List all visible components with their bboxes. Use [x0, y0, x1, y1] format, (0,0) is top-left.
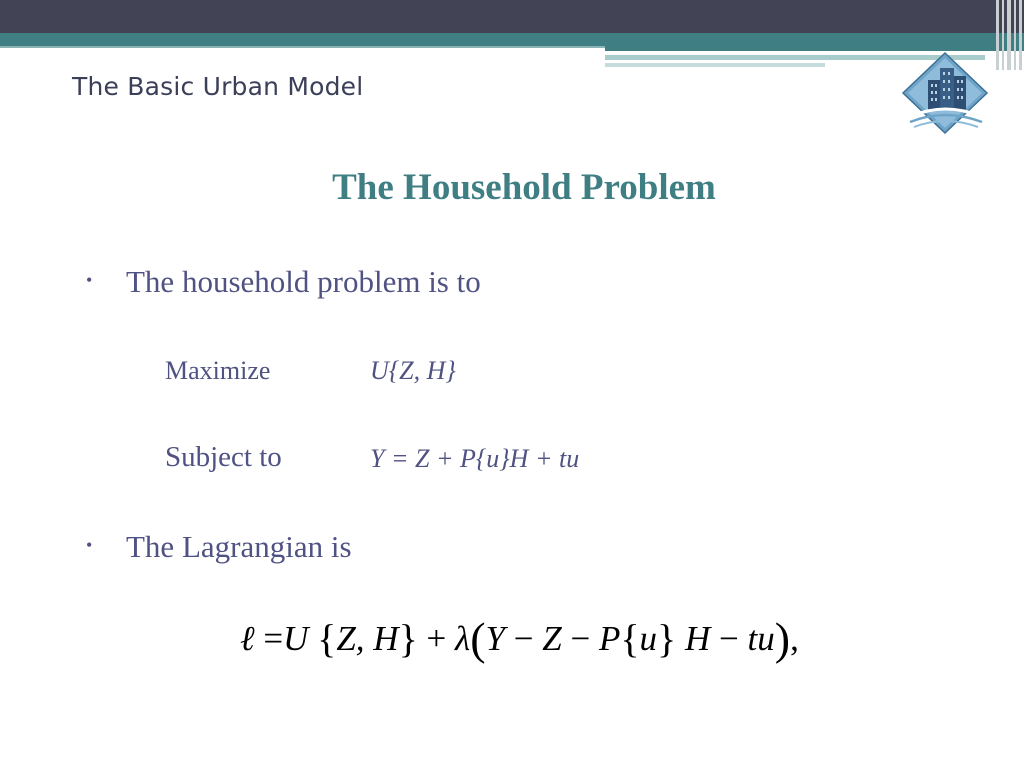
plus-sign: + — [417, 619, 456, 658]
maximize-label: Maximize — [165, 356, 271, 385]
left-brace: { — [317, 616, 337, 661]
left-paren: ( — [470, 613, 486, 664]
subject-to-label: Subject to — [165, 441, 282, 473]
left-brace: { — [620, 616, 640, 661]
maximize-expression: U{Z, H} — [370, 356, 456, 385]
header-vertical-stripes — [994, 0, 1024, 70]
bullet-dot-icon: • — [86, 535, 93, 555]
bullet-dot-icon: • — [86, 270, 93, 290]
comma: , — [790, 619, 799, 658]
income-symbol: Y — [485, 619, 505, 658]
h-symbol: H — [676, 619, 711, 658]
right-paren: ) — [774, 613, 791, 664]
tu-symbol: tu — [747, 619, 775, 658]
minus-sign: − — [504, 619, 543, 658]
price-symbol: P — [598, 619, 621, 658]
header-dark-band — [0, 0, 1024, 33]
bullet-text: The household problem is to — [126, 264, 481, 299]
bullet-text: The Lagrangian is — [126, 529, 352, 564]
equals-sign: = — [254, 619, 284, 658]
lagrangian-equation — [240, 612, 799, 665]
utility-symbol: U — [283, 619, 309, 658]
utility-args: Z, H — [336, 619, 399, 658]
right-brace: } — [657, 616, 677, 661]
ell-symbol: ℓ — [240, 619, 255, 658]
header-light-line-2 — [605, 63, 825, 67]
lambda-symbol: λ — [455, 619, 471, 658]
right-brace: } — [398, 616, 418, 661]
z-symbol: Z — [542, 619, 562, 658]
city-buildings-logo-icon — [900, 50, 990, 135]
header-teal-line — [0, 46, 605, 48]
minus-sign: − — [561, 619, 599, 658]
constraint-expression: Y = Z + P{u}H + tu — [370, 444, 580, 473]
header-teal-band — [0, 33, 1024, 46]
header-title: The Basic Urban Model — [72, 72, 364, 101]
minus-sign: − — [710, 619, 748, 658]
u-symbol: u — [639, 619, 658, 658]
slide-title: The Household Problem — [332, 167, 716, 208]
